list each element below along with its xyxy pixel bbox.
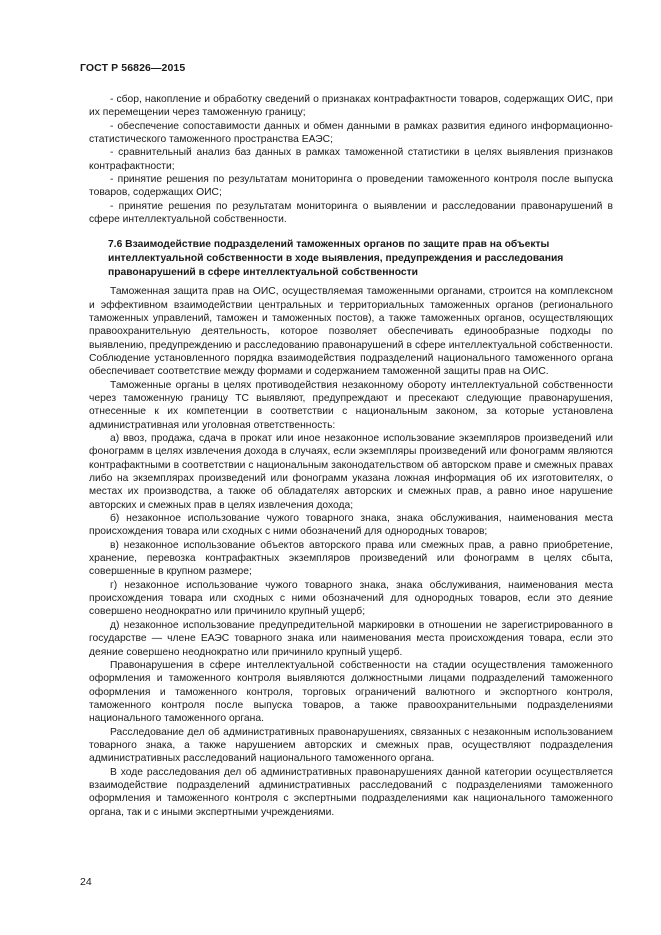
- intro-item: - принятие решения по результатам мониторинга о проведении таможенного контроля после выпуска товаров, содержащих ОИС;: [89, 174, 613, 199]
- list-item-b: б) незаконное использование чужого товарного знака, знака обслуживания, наименования места происхождения товара или сходных с ними обозначений для однородных товаров;: [89, 513, 613, 538]
- body-paragraph: В ходе расследования дел об административных правонарушениях данной категории осуществляется взаимодействие подразделений административных расследований с подразделениями таможенного оформления и таможенного контроля с экспертными подразделениями как национального таможенного органа, так и с иными экспертными учреждениями.: [89, 766, 613, 818]
- list-item-d: д) незаконное использование предупредительной маркировки в отношении не зарегистрированного в государстве — члене ЕАЭС товарного знака или наименования места происхождения товара, если это деяние совершено неоднократно или причинило крупный ущерб.: [89, 619, 613, 658]
- body-paragraph: Расследование дел об административных правонарушениях, связанных с незаконным использованием товарного знака, а также нарушением авторских и смежных прав, осуществляют подразделения административных расследований национального таможенного органа.: [89, 726, 613, 765]
- page-number: 24: [80, 876, 92, 888]
- list-item-g: г) незаконное использование чужого товарного знака, знака обслуживания, наименования места происхождения товара или сходных с ними обозначений для однородных товаров, если это деяние совершено неоднократно или причинило крупный ущерб;: [89, 579, 613, 618]
- list-item-a: а) ввоз, продажа, сдача в прокат или иное незаконное использование экземпляров произведений или фонограмм в целях извлечения дохода в случаях, если экземпляры произведений или фонограмм являются контрафактными в соответствии с национальным законодательством об авторском праве и смежных правах либо на экземплярах произведений или фонограмм указана ложная информация об их изготовителях, о местах их производства, а также об обладателях авторских и смежных прав, а равно иное нарушение авторских и смежных прав в целях извлечения дохода;: [89, 433, 613, 511]
- document-standard-id: ГОСТ Р 56826—2015: [80, 62, 186, 74]
- section-heading: 7.6 Взаимодействие подразделений таможенных органов по защите прав на объекты интеллектуальной собственности в ходе выявления, предупреждения и расследования правонарушений в сфере интеллектуальной собственности: [108, 239, 564, 278]
- body-paragraph: Таможенные органы в целях противодействия незаконному обороту интеллектуальной собственности через таможенную границу ТС выявляют, предупреждают и пресекают следующие правонарушения, отнесенные к их компетенции в соответствии с национальным законом, за которые установлена административная или уголовная ответственность:: [89, 379, 613, 431]
- intro-item: - сбор, накопление и обработку сведений о признаках контрафактности товаров, содержащих ОИС, при их перемещении через таможенную границу;: [89, 94, 613, 119]
- intro-item: - сравнительный анализ баз данных в рамках таможенной статистики в целях выявления признаков контрафактности;: [89, 147, 613, 172]
- intro-item: - обеспечение сопоставимости данных и обмен данными в рамках развития единого информационно-статистического таможенного пространства ЕАЭС;: [89, 120, 613, 146]
- body-paragraph: Таможенная защита прав на ОИС, осуществляемая таможенными органами, строится на комплексном и эффективном взаимодействии центральных и территориальных таможенных органов (регионального таможенных управлений, таможен и таможенных постов), а также таможенных органов, осуществляющих правоохранительную деятельность, которое позволяет обеспечивать единообразные подходы по выявлению, предупреждению и расследованию правонарушений в сфере интеллектуальной собственности. Соблюдение установленного порядка взаимодействия подразделений национального таможенного органа обеспечивает соответствие между формами и содержанием таможенной защиты прав на ОИС.: [89, 286, 613, 378]
- body-paragraph: Правонарушения в сфере интеллектуальной собственности на стадии осуществления таможенного оформления и таможенного контроля выявляются должностными лицами подразделений таможенного оформления и таможенного контроля, торговых ограничений валютного и экспортного контроля, таможенного контроля после выпуска товаров, а также правоохранительными подразделениями национального таможенного органа.: [89, 659, 613, 725]
- intro-item: - принятие решения по результатам мониторинга о выявлении и расследовании правонарушений в сфере интеллектуальной собственности.: [89, 200, 613, 226]
- page-body: [89, 93, 613, 819]
- list-item-v: в) незаконное использование объектов авторского права или смежных прав, а равно приобретение, хранение, перевозка контрафактных экземпляров произведений или фонограмм в целях сбыта, совершенные в крупном размере;: [89, 539, 613, 578]
